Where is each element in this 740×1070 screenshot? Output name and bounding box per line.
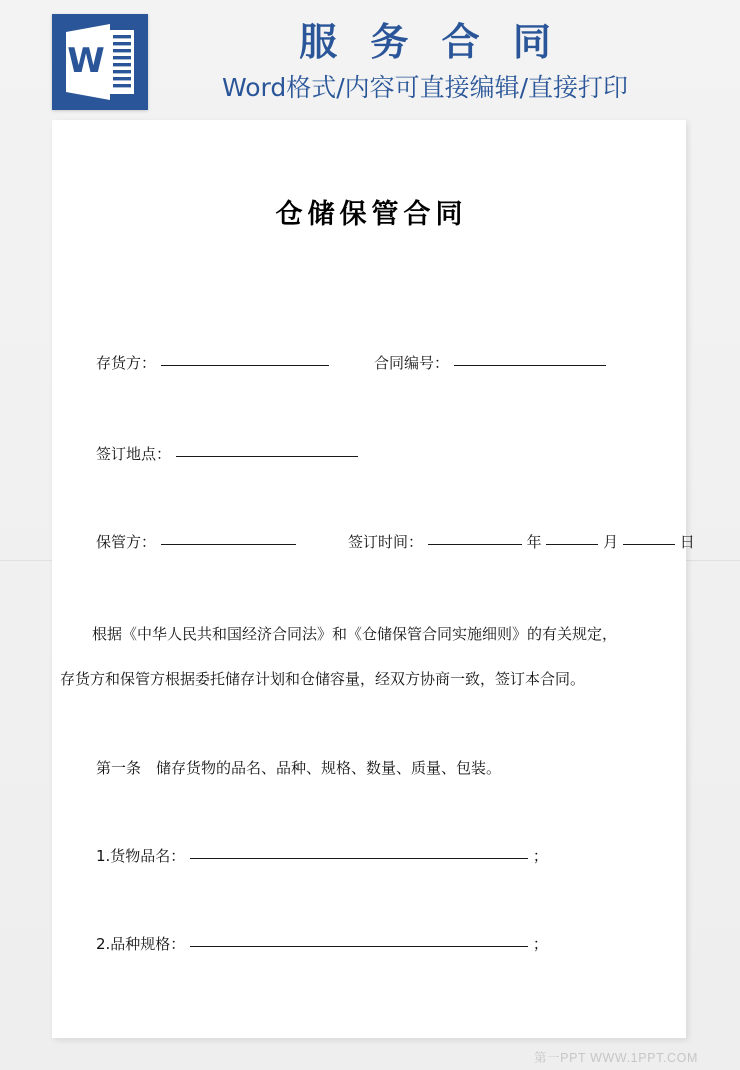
- document-title: 仓储保管合同: [275, 199, 468, 230]
- article-one-heading: 第一条 储存货物的品名、品种、规格、数量、质量、包装。: [96, 759, 502, 777]
- year-unit-label: 年: [526, 533, 542, 551]
- variety-spec-input[interactable]: [190, 933, 528, 947]
- consignor-input[interactable]: [161, 352, 329, 366]
- document-page: [52, 120, 695, 1038]
- sign-place-label: 签订地点：: [96, 445, 172, 463]
- sign-time-year-input[interactable]: [428, 531, 522, 545]
- header-subtitle: Word格式/内容可直接编辑/直接打印: [221, 73, 629, 102]
- item-row-goods-name: [96, 845, 548, 866]
- day-unit-label: 日: [679, 533, 695, 551]
- sign-time-month-input[interactable]: [546, 531, 598, 545]
- field-row-sign-place: [96, 443, 358, 464]
- custodian-label: 保管方：: [96, 533, 157, 551]
- sign-time-label: 签订时间：: [348, 533, 424, 551]
- sign-time-day-input[interactable]: [623, 531, 675, 545]
- field-row-consignor: [96, 352, 329, 373]
- field-row-custodian: [96, 531, 296, 552]
- month-unit-label: 月: [603, 533, 619, 551]
- goods-name-label: 1.货物品名：: [96, 847, 186, 865]
- svg-text:W: W: [67, 41, 105, 81]
- variety-spec-terminator: ；: [532, 935, 548, 953]
- goods-name-terminator: ；: [532, 847, 548, 865]
- sign-place-input[interactable]: [176, 443, 358, 457]
- word-document-icon: [52, 14, 148, 110]
- consignor-label: 存货方：: [96, 354, 157, 372]
- header-banner: [0, 0, 740, 118]
- preamble-line-2: 存货方和保管方根据委托储存计划和仓储容量，经双方协商一致，签订本合同。: [60, 670, 586, 688]
- header-title: 服 务 合 同: [299, 20, 561, 64]
- goods-name-input[interactable]: [190, 845, 528, 859]
- preamble-line-1: 根据《中华人民共和国经济合同法》和《仓储保管合同实施细则》的有关规定，: [92, 625, 618, 643]
- contract-no-label: 合同编号：: [374, 354, 450, 372]
- variety-spec-label: 2.品种规格：: [96, 935, 186, 953]
- custodian-input[interactable]: [161, 531, 296, 545]
- item-row-variety-spec: [96, 933, 548, 954]
- field-row-contract-no: [374, 352, 606, 373]
- site-watermark: 第一PPT WWW.1PPT.COM: [533, 1051, 698, 1065]
- contract-no-input[interactable]: [454, 352, 606, 366]
- field-row-sign-time: [348, 531, 695, 552]
